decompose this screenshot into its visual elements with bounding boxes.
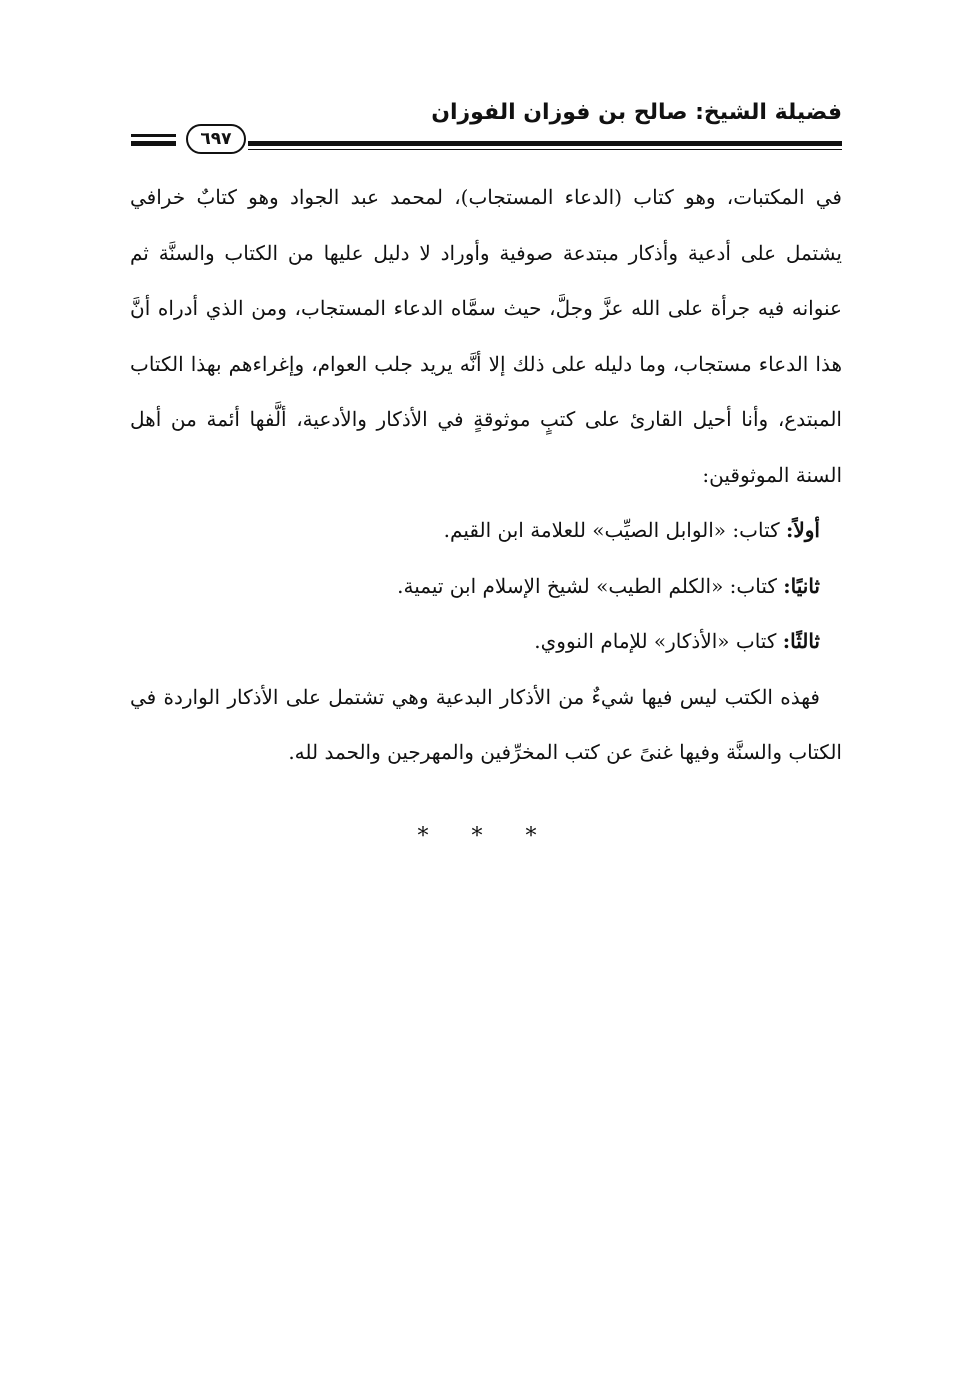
list-item-text: كتاب: «الوابل الصيِّب» للعلامة ابن القيم.	[443, 518, 786, 542]
paragraph-intro: في المكتبات، وهو كتاب (الدعاء المستجاب)، لمحمد عبد الجواد وهو كتابٌ خرافي يشتمل على أدعية وأذكار مبتدعة صوفية وأوراد لا دليل عليها من الكتاب والسنَّة ثم عنوانه فيه جرأة على الله عزَّ وجلَّ، حيث سمَّاه الدعاء المستجاب، ومن الذي أدراه أنَّ هذا الدعاء مستجاب، وما دليله على ذلك إلا أنَّه يريد جلب العوام، وإغراءهم بهذا الكتاب المبتدع، وأنا أحيل القارئ على كتبٍ موثوقةٍ في الأذكار والأدعية، ألَّفها أئمة من أهل السنة الموثوقين:	[130, 185, 842, 487]
page-number: ٦٩٧	[186, 124, 246, 154]
list-item-label: أولاً:	[785, 518, 820, 542]
list-item-text: كتاب: «الكلم الطيب» لشيخ الإسلام ابن تيمية.	[397, 573, 784, 598]
header-rule-thin	[248, 149, 842, 150]
list-item-1	[130, 503, 820, 559]
list-item-label: ثالثًا:	[782, 629, 820, 653]
list-item-text: كتاب «الأذكار» للإمام النووي.	[534, 629, 783, 653]
book-list	[130, 503, 842, 670]
header-side-rule-bottom	[131, 141, 176, 146]
header-side-rule-top	[131, 134, 176, 137]
running-header-title: فضيلة الشيخ: صالح بن فوزان الفوزان	[431, 100, 842, 125]
header-rule-thick	[248, 141, 842, 146]
list-item-label: ثانيًا:	[783, 573, 820, 598]
section-separator-stars: * * *	[417, 823, 555, 849]
list-item-2	[130, 559, 820, 615]
page-body	[130, 170, 842, 864]
paragraph-closing: فهذه الكتب ليس فيها شيءٌ من الأذكار البدعية وهي تشتمل على الأذكار الواردة في الكتاب والسنَّة وفيها غنىً عن كتب المخرِّفين والمهرجين والحمد لله.	[130, 684, 842, 764]
list-item-3	[130, 614, 820, 670]
